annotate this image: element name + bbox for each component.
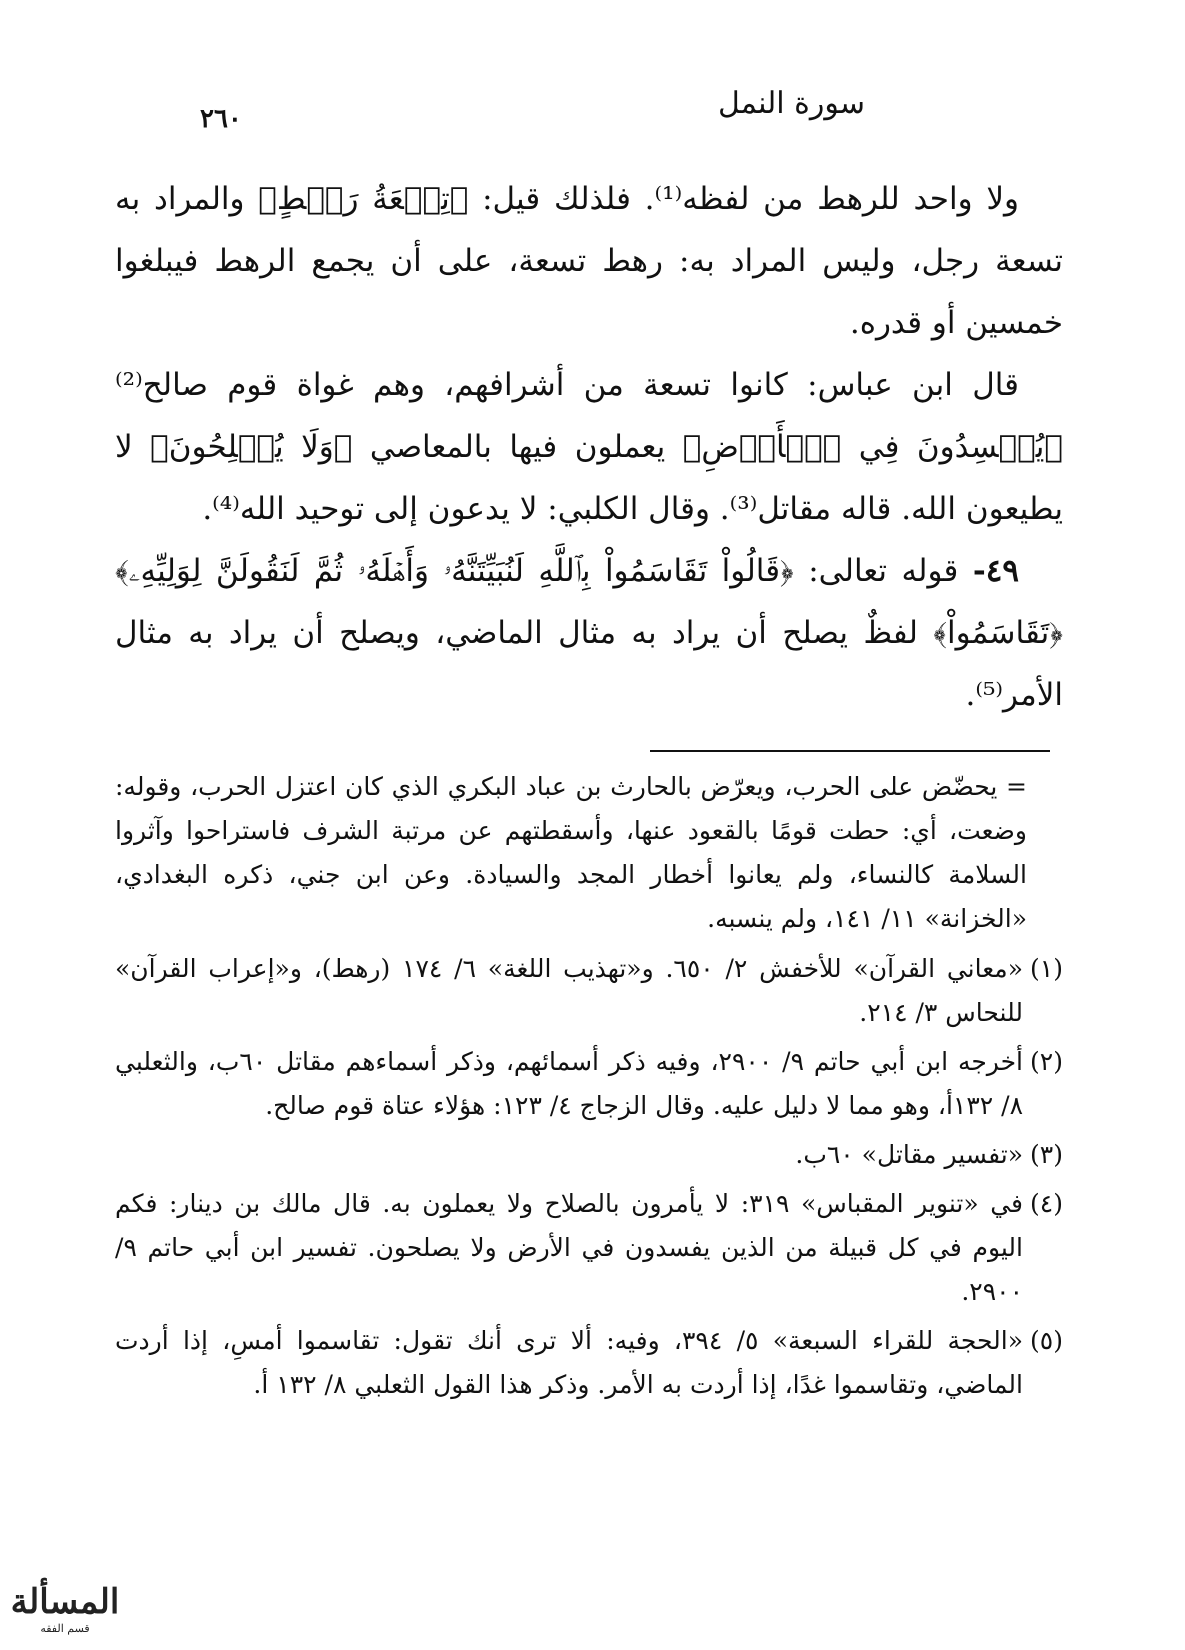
footnote-3 bbox=[115, 1133, 1063, 1177]
main-text bbox=[115, 168, 1063, 726]
footnote-text: في «تنوير المقباس» ٣١٩: لا يأمرون بالصلاح ولا يعملون به. قال مالك بن دينار: فكم اليوم في كل قبيلة من الذين يفسدون في الأرض ولا يصلحون. تفسير ابن أبي حاتم ٩/ ٢٩٠٠. bbox=[115, 1189, 1023, 1306]
footnote-number: (٤) bbox=[1030, 1189, 1063, 1218]
footnote-1 bbox=[115, 947, 1063, 1035]
footnote-number: (٥) bbox=[1030, 1326, 1063, 1355]
page-header bbox=[200, 80, 985, 134]
paragraph-3-text: قوله تعالى: ﴿قَالُواْ تَقَاسَمُواْ بِٱللَّهِ لَنُبَيِّتَنَّهُۥ وَأَهۡلَهُۥ ثُمَّ لَنَقُولَنَّ لِوَلِيِّهِۦ﴾ ﴿تَقَاسَمُواْ﴾ لفظٌ يصلح أن يراد به مثال الماضي، ويصلح أن يراد به مثال الأمر⁽⁵⁾. bbox=[115, 553, 1063, 713]
paragraph-2: قال ابن عباس: كانوا تسعة من أشرافهم، وهم غواة قوم صالح⁽²⁾﴿يُفۡسِدُونَ فِي ٱلۡأَرۡضِ﴾ يعملون فيها بالمعاصي ﴿وَلَا يُصۡلِحُونَ﴾ لا يطيعون الله. قاله مقاتل⁽³⁾. وقال الكلبي: لا يدعون إلى توحيد الله⁽⁴⁾. bbox=[115, 367, 1063, 527]
footnote-text: «الحجة للقراء السبعة» ٥/ ٣٩٤، وفيه: ألا ترى أنك تقول: تقاسموا أمسِ، إذا أردت الماضي، وتقاسموا غدًا، إذا أردت به الأمر. وذكر هذا القول الثعلبي ٨/ ١٣٢ أ. bbox=[115, 1326, 1023, 1399]
publisher-logo bbox=[10, 1582, 120, 1642]
footnote-number: (٢) bbox=[1030, 1047, 1063, 1076]
surah-title: سورة النمل bbox=[718, 86, 865, 121]
footnote-text: «معاني القرآن» للأخفش ٢/ ٦٥٠. و«تهذيب اللغة» ٦/ ١٧٤ (رهط)، و«إعراب القرآن» للنحاس ٣/ ٢١٤. bbox=[115, 954, 1023, 1027]
footnote-5 bbox=[115, 1319, 1063, 1407]
verse-number: ٤٩- bbox=[972, 553, 1019, 589]
logo-sub-text: قسم الفقه bbox=[40, 1622, 90, 1635]
footnote-divider bbox=[650, 750, 1050, 752]
footnotes bbox=[115, 765, 1063, 1412]
footnote-continuation: = يحضّض على الحرب، ويعرّض بالحارث بن عباد البكري الذي كان اعتزل الحرب، وقوله: وضعت، أي: حطت قومًا بالقعود عنها، وأسقطتهم عن مرتبة الشرف فاستراحوا وآثروا السلامة كالنساء، ولم يعانوا أخطار المجد والسيادة. وعن ابن جني، ذكره البغدادي، «الخزانة» ١١/ ١٤١، ولم ينسبه. bbox=[115, 772, 1027, 933]
footnote-4 bbox=[115, 1182, 1063, 1314]
footnote-text: أخرجه ابن أبي حاتم ٩/ ٢٩٠٠، وفيه ذكر أسمائهم، وذكر أسماءهم مقاتل ٦٠ب، والثعلبي ٨/ ١٣٢أ، وهو مما لا دليل عليه. وقال الزجاج ٤/ ١٢٣: هؤلاء عتاة قوم صالح. bbox=[115, 1047, 1024, 1120]
footnote-text: «تفسير مقاتل» ٦٠ب. bbox=[795, 1140, 1023, 1169]
footnote-number: (١) bbox=[1030, 954, 1063, 983]
page-number: ٢٦٠ bbox=[200, 104, 242, 134]
footnote-2 bbox=[115, 1040, 1063, 1128]
paragraph-3 bbox=[115, 540, 1063, 726]
logo-main-text: المسألة bbox=[10, 1582, 120, 1622]
footnote-number: (٣) bbox=[1030, 1140, 1063, 1169]
paragraph-1: ولا واحد للرهط من لفظه⁽¹⁾. فلذلك قيل: ﴿تِسۡعَةُ رَهۡطٍ﴾ والمراد به تسعة رجل، وليس المراد به: رهط تسعة، على أن يجمع الرهط فيبلغوا خمسين أو قدره. bbox=[115, 181, 1063, 341]
